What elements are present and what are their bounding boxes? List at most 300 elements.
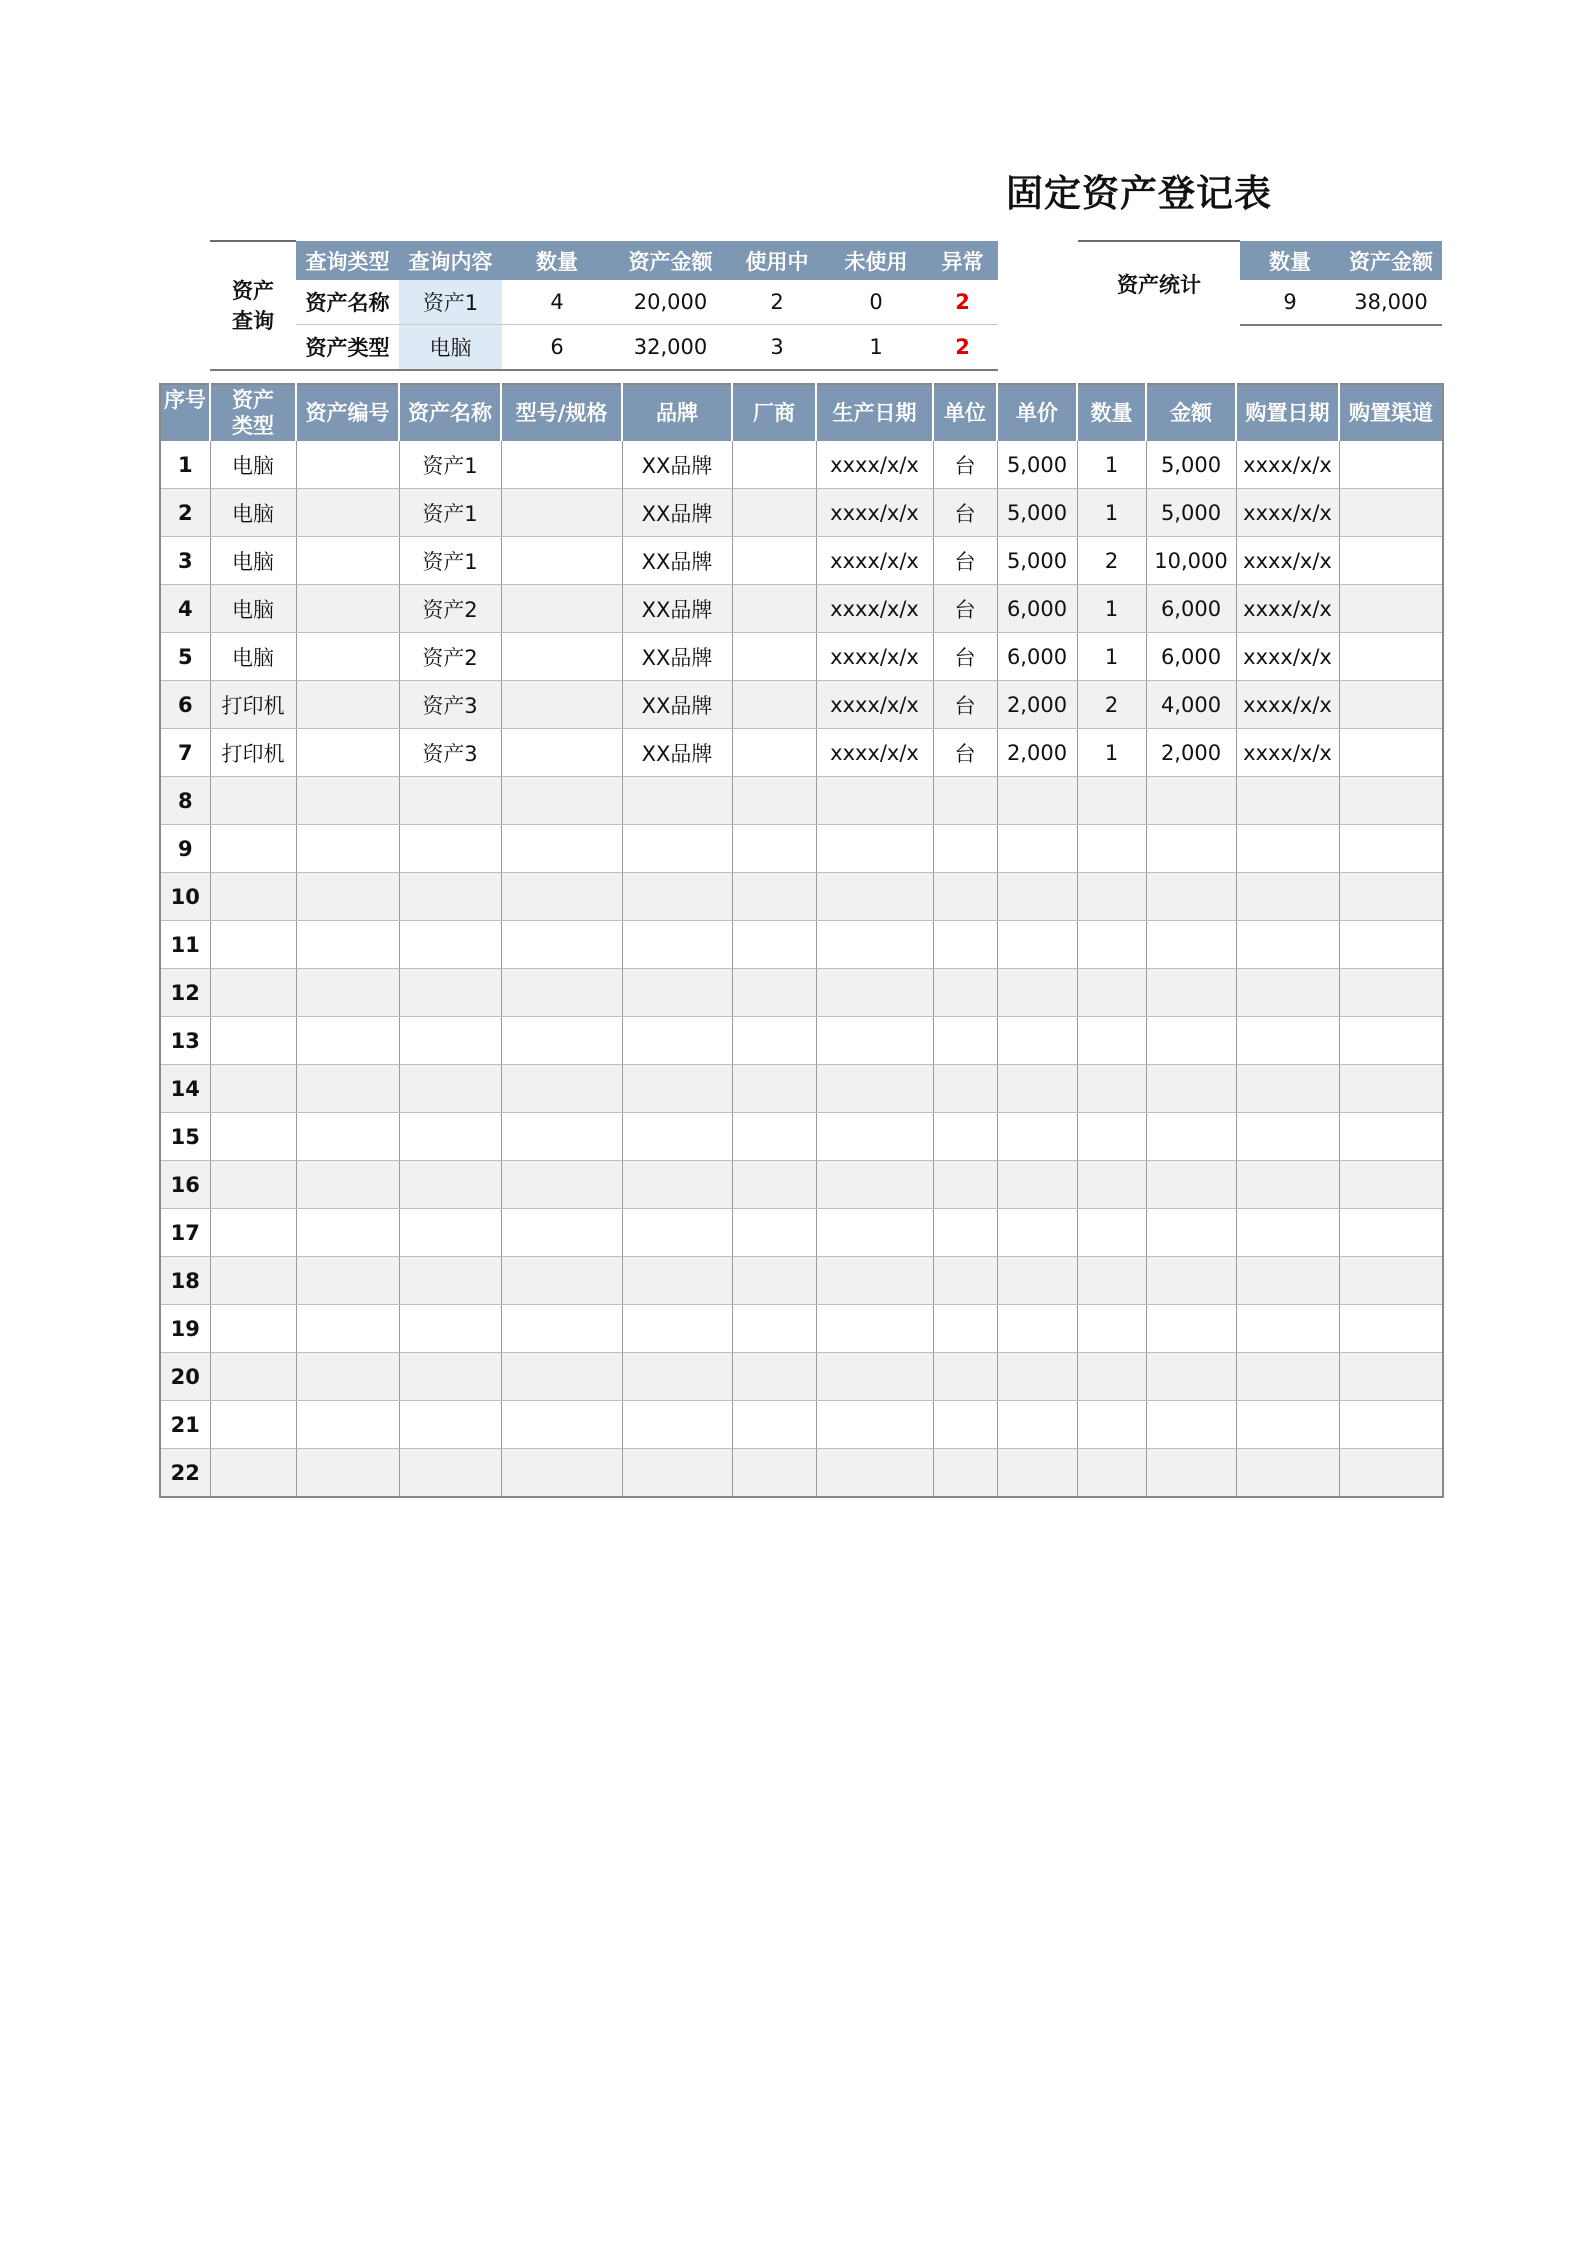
cell-asset-id[interactable] <box>296 825 399 873</box>
cell-unit-price[interactable]: 2,000 <box>997 681 1077 729</box>
cell-production-date[interactable]: xxxx/x/x <box>816 681 933 729</box>
cell-amount[interactable] <box>1146 921 1236 969</box>
cell-asset-id[interactable] <box>296 1353 399 1401</box>
cell-production-date[interactable] <box>816 777 933 825</box>
cell-manufacturer[interactable] <box>732 1065 816 1113</box>
cell-asset-id[interactable] <box>296 1209 399 1257</box>
cell-brand[interactable] <box>622 1161 732 1209</box>
cell-unit[interactable] <box>933 969 997 1017</box>
cell-unit[interactable]: 台 <box>933 441 997 489</box>
cell-amount[interactable]: 5,000 <box>1146 441 1236 489</box>
cell-quantity[interactable] <box>1077 777 1146 825</box>
cell-purchase-date[interactable] <box>1236 1353 1339 1401</box>
cell-model[interactable] <box>501 1257 622 1305</box>
cell-model[interactable] <box>501 873 622 921</box>
cell-purchase-date[interactable] <box>1236 873 1339 921</box>
cell-unit-price[interactable] <box>997 1257 1077 1305</box>
cell-brand[interactable] <box>622 1017 732 1065</box>
cell-amount[interactable]: 4,000 <box>1146 681 1236 729</box>
cell-production-date[interactable] <box>816 1017 933 1065</box>
cell-quantity[interactable] <box>1077 1305 1146 1353</box>
cell-index[interactable]: 22 <box>160 1449 210 1498</box>
cell-asset-type[interactable] <box>210 1257 296 1305</box>
cell-manufacturer[interactable] <box>732 1449 816 1498</box>
cell-unit[interactable]: 台 <box>933 729 997 777</box>
cell-model[interactable] <box>501 489 622 537</box>
cell-purchase-date[interactable] <box>1236 969 1339 1017</box>
cell-purchase-channel[interactable] <box>1339 1017 1443 1065</box>
cell-model[interactable] <box>501 1017 622 1065</box>
cell-asset-id[interactable] <box>296 489 399 537</box>
cell-unit-price[interactable]: 2,000 <box>997 729 1077 777</box>
cell-purchase-date[interactable] <box>1236 1401 1339 1449</box>
cell-unit[interactable] <box>933 1065 997 1113</box>
cell-asset-name[interactable] <box>399 825 501 873</box>
cell-unit-price[interactable] <box>997 921 1077 969</box>
cell-manufacturer[interactable] <box>732 1353 816 1401</box>
cell-brand[interactable] <box>622 921 732 969</box>
cell-model[interactable] <box>501 921 622 969</box>
cell-index[interactable]: 7 <box>160 729 210 777</box>
cell-manufacturer[interactable] <box>732 1017 816 1065</box>
cell-production-date[interactable]: xxxx/x/x <box>816 633 933 681</box>
cell-unit-price[interactable] <box>997 969 1077 1017</box>
cell-quantity[interactable] <box>1077 921 1146 969</box>
query-content-input[interactable]: 资产1 <box>399 280 502 325</box>
cell-asset-type[interactable]: 打印机 <box>210 681 296 729</box>
cell-amount[interactable] <box>1146 1257 1236 1305</box>
cell-unit[interactable] <box>933 873 997 921</box>
cell-amount[interactable]: 6,000 <box>1146 585 1236 633</box>
cell-unit-price[interactable] <box>997 777 1077 825</box>
cell-asset-type[interactable] <box>210 1065 296 1113</box>
cell-unit-price[interactable] <box>997 1017 1077 1065</box>
cell-quantity[interactable] <box>1077 1113 1146 1161</box>
cell-brand[interactable] <box>622 873 732 921</box>
cell-model[interactable] <box>501 585 622 633</box>
cell-unit-price[interactable] <box>997 1353 1077 1401</box>
cell-model[interactable] <box>501 777 622 825</box>
cell-unit[interactable] <box>933 1113 997 1161</box>
cell-index[interactable]: 5 <box>160 633 210 681</box>
cell-index[interactable]: 20 <box>160 1353 210 1401</box>
cell-asset-type[interactable] <box>210 1401 296 1449</box>
cell-amount[interactable]: 5,000 <box>1146 489 1236 537</box>
cell-model[interactable] <box>501 1401 622 1449</box>
cell-index[interactable]: 18 <box>160 1257 210 1305</box>
cell-manufacturer[interactable] <box>732 1209 816 1257</box>
cell-quantity[interactable]: 1 <box>1077 729 1146 777</box>
cell-model[interactable] <box>501 729 622 777</box>
cell-unit-price[interactable] <box>997 873 1077 921</box>
cell-brand[interactable]: XX品牌 <box>622 537 732 585</box>
cell-purchase-date[interactable] <box>1236 777 1339 825</box>
cell-manufacturer[interactable] <box>732 537 816 585</box>
cell-asset-type[interactable]: 打印机 <box>210 729 296 777</box>
cell-asset-type[interactable] <box>210 1113 296 1161</box>
cell-index[interactable]: 14 <box>160 1065 210 1113</box>
cell-asset-id[interactable] <box>296 537 399 585</box>
cell-asset-id[interactable] <box>296 1449 399 1498</box>
cell-purchase-channel[interactable] <box>1339 1449 1443 1498</box>
cell-manufacturer[interactable] <box>732 681 816 729</box>
cell-purchase-channel[interactable] <box>1339 489 1443 537</box>
cell-asset-name[interactable] <box>399 1401 501 1449</box>
cell-index[interactable]: 4 <box>160 585 210 633</box>
cell-quantity[interactable]: 2 <box>1077 537 1146 585</box>
cell-asset-name[interactable] <box>399 1305 501 1353</box>
cell-production-date[interactable] <box>816 825 933 873</box>
cell-amount[interactable]: 10,000 <box>1146 537 1236 585</box>
cell-asset-name[interactable] <box>399 1209 501 1257</box>
cell-unit-price[interactable] <box>997 1305 1077 1353</box>
cell-purchase-date[interactable]: xxxx/x/x <box>1236 681 1339 729</box>
cell-unit-price[interactable] <box>997 1161 1077 1209</box>
cell-purchase-channel[interactable] <box>1339 825 1443 873</box>
cell-unit[interactable]: 台 <box>933 537 997 585</box>
cell-asset-name[interactable] <box>399 777 501 825</box>
cell-quantity[interactable] <box>1077 873 1146 921</box>
cell-asset-name[interactable] <box>399 1449 501 1498</box>
cell-purchase-channel[interactable] <box>1339 585 1443 633</box>
cell-production-date[interactable] <box>816 1065 933 1113</box>
cell-asset-name[interactable]: 资产1 <box>399 489 501 537</box>
cell-model[interactable] <box>501 681 622 729</box>
cell-asset-id[interactable] <box>296 1065 399 1113</box>
cell-unit[interactable] <box>933 1161 997 1209</box>
cell-quantity[interactable] <box>1077 1209 1146 1257</box>
cell-index[interactable]: 1 <box>160 441 210 489</box>
cell-unit-price[interactable]: 5,000 <box>997 441 1077 489</box>
cell-purchase-channel[interactable] <box>1339 873 1443 921</box>
cell-quantity[interactable]: 1 <box>1077 585 1146 633</box>
cell-asset-name[interactable] <box>399 873 501 921</box>
cell-asset-type[interactable]: 电脑 <box>210 489 296 537</box>
cell-asset-name[interactable] <box>399 1113 501 1161</box>
cell-purchase-channel[interactable] <box>1339 1257 1443 1305</box>
cell-amount[interactable] <box>1146 1353 1236 1401</box>
cell-asset-id[interactable] <box>296 1305 399 1353</box>
cell-brand[interactable]: XX品牌 <box>622 729 732 777</box>
cell-asset-type[interactable] <box>210 969 296 1017</box>
cell-unit-price[interactable] <box>997 1065 1077 1113</box>
cell-asset-name[interactable] <box>399 1161 501 1209</box>
cell-unit-price[interactable] <box>997 825 1077 873</box>
cell-amount[interactable] <box>1146 1401 1236 1449</box>
cell-purchase-channel[interactable] <box>1339 1401 1443 1449</box>
cell-asset-id[interactable] <box>296 1401 399 1449</box>
cell-index[interactable]: 11 <box>160 921 210 969</box>
cell-brand[interactable]: XX品牌 <box>622 441 732 489</box>
cell-index[interactable]: 17 <box>160 1209 210 1257</box>
cell-asset-id[interactable] <box>296 1257 399 1305</box>
cell-unit[interactable] <box>933 1449 997 1498</box>
cell-asset-id[interactable] <box>296 585 399 633</box>
cell-purchase-date[interactable] <box>1236 1209 1339 1257</box>
cell-production-date[interactable]: xxxx/x/x <box>816 729 933 777</box>
cell-quantity[interactable]: 1 <box>1077 441 1146 489</box>
cell-unit[interactable]: 台 <box>933 489 997 537</box>
cell-asset-name[interactable] <box>399 1353 501 1401</box>
cell-asset-id[interactable] <box>296 1113 399 1161</box>
cell-purchase-channel[interactable] <box>1339 1305 1443 1353</box>
cell-unit[interactable]: 台 <box>933 633 997 681</box>
cell-quantity[interactable]: 2 <box>1077 681 1146 729</box>
cell-amount[interactable] <box>1146 1065 1236 1113</box>
cell-asset-type[interactable] <box>210 1449 296 1498</box>
cell-asset-type[interactable]: 电脑 <box>210 441 296 489</box>
cell-manufacturer[interactable] <box>732 729 816 777</box>
cell-purchase-date[interactable] <box>1236 1305 1339 1353</box>
cell-manufacturer[interactable] <box>732 1305 816 1353</box>
cell-asset-type[interactable] <box>210 1353 296 1401</box>
cell-amount[interactable] <box>1146 1161 1236 1209</box>
cell-purchase-date[interactable]: xxxx/x/x <box>1236 729 1339 777</box>
cell-model[interactable] <box>501 1305 622 1353</box>
cell-model[interactable] <box>501 1161 622 1209</box>
cell-manufacturer[interactable] <box>732 1401 816 1449</box>
cell-brand[interactable] <box>622 1305 732 1353</box>
cell-quantity[interactable] <box>1077 1401 1146 1449</box>
cell-purchase-channel[interactable] <box>1339 1161 1443 1209</box>
cell-index[interactable]: 2 <box>160 489 210 537</box>
cell-manufacturer[interactable] <box>732 921 816 969</box>
cell-manufacturer[interactable] <box>732 969 816 1017</box>
cell-index[interactable]: 13 <box>160 1017 210 1065</box>
cell-unit-price[interactable] <box>997 1449 1077 1498</box>
cell-quantity[interactable] <box>1077 825 1146 873</box>
cell-purchase-date[interactable] <box>1236 1449 1339 1498</box>
cell-index[interactable]: 12 <box>160 969 210 1017</box>
cell-purchase-date[interactable] <box>1236 1065 1339 1113</box>
cell-purchase-channel[interactable] <box>1339 681 1443 729</box>
cell-unit-price[interactable]: 5,000 <box>997 489 1077 537</box>
cell-brand[interactable] <box>622 1257 732 1305</box>
cell-production-date[interactable]: xxxx/x/x <box>816 441 933 489</box>
cell-production-date[interactable] <box>816 1449 933 1498</box>
cell-brand[interactable] <box>622 969 732 1017</box>
cell-purchase-channel[interactable] <box>1339 633 1443 681</box>
cell-purchase-channel[interactable] <box>1339 729 1443 777</box>
cell-index[interactable]: 16 <box>160 1161 210 1209</box>
cell-purchase-channel[interactable] <box>1339 921 1443 969</box>
cell-model[interactable] <box>501 969 622 1017</box>
cell-purchase-channel[interactable] <box>1339 1065 1443 1113</box>
cell-asset-name[interactable] <box>399 921 501 969</box>
cell-asset-name[interactable]: 资产3 <box>399 729 501 777</box>
cell-purchase-date[interactable]: xxxx/x/x <box>1236 537 1339 585</box>
cell-asset-type[interactable]: 电脑 <box>210 633 296 681</box>
cell-production-date[interactable]: xxxx/x/x <box>816 537 933 585</box>
cell-quantity[interactable] <box>1077 1161 1146 1209</box>
cell-purchase-channel[interactable] <box>1339 1209 1443 1257</box>
cell-purchase-channel[interactable] <box>1339 537 1443 585</box>
cell-production-date[interactable] <box>816 921 933 969</box>
cell-brand[interactable] <box>622 1353 732 1401</box>
cell-asset-type[interactable] <box>210 777 296 825</box>
cell-unit[interactable] <box>933 1209 997 1257</box>
cell-production-date[interactable] <box>816 1113 933 1161</box>
cell-purchase-channel[interactable] <box>1339 441 1443 489</box>
cell-amount[interactable] <box>1146 873 1236 921</box>
cell-production-date[interactable] <box>816 873 933 921</box>
cell-index[interactable]: 15 <box>160 1113 210 1161</box>
cell-quantity[interactable] <box>1077 1257 1146 1305</box>
cell-unit[interactable] <box>933 777 997 825</box>
cell-asset-type[interactable] <box>210 1305 296 1353</box>
cell-amount[interactable] <box>1146 825 1236 873</box>
cell-manufacturer[interactable] <box>732 777 816 825</box>
cell-index[interactable]: 19 <box>160 1305 210 1353</box>
cell-asset-name[interactable]: 资产2 <box>399 585 501 633</box>
cell-quantity[interactable] <box>1077 1065 1146 1113</box>
cell-asset-id[interactable] <box>296 441 399 489</box>
cell-unit-price[interactable] <box>997 1209 1077 1257</box>
cell-unit[interactable] <box>933 921 997 969</box>
cell-production-date[interactable] <box>816 1401 933 1449</box>
cell-index[interactable]: 9 <box>160 825 210 873</box>
cell-unit-price[interactable] <box>997 1401 1077 1449</box>
cell-purchase-channel[interactable] <box>1339 777 1443 825</box>
cell-purchase-date[interactable]: xxxx/x/x <box>1236 441 1339 489</box>
cell-production-date[interactable] <box>816 1209 933 1257</box>
cell-brand[interactable]: XX品牌 <box>622 633 732 681</box>
cell-quantity[interactable] <box>1077 1017 1146 1065</box>
cell-production-date[interactable] <box>816 1353 933 1401</box>
cell-asset-name[interactable]: 资产3 <box>399 681 501 729</box>
cell-amount[interactable] <box>1146 1449 1236 1498</box>
cell-brand[interactable] <box>622 1113 732 1161</box>
cell-production-date[interactable] <box>816 1305 933 1353</box>
cell-amount[interactable] <box>1146 1305 1236 1353</box>
cell-unit[interactable] <box>933 825 997 873</box>
cell-quantity[interactable]: 1 <box>1077 633 1146 681</box>
cell-model[interactable] <box>501 1065 622 1113</box>
cell-amount[interactable]: 2,000 <box>1146 729 1236 777</box>
cell-purchase-date[interactable] <box>1236 1017 1339 1065</box>
cell-unit[interactable]: 台 <box>933 585 997 633</box>
cell-model[interactable] <box>501 537 622 585</box>
cell-unit[interactable] <box>933 1305 997 1353</box>
cell-unit[interactable]: 台 <box>933 681 997 729</box>
cell-brand[interactable] <box>622 1401 732 1449</box>
cell-asset-name[interactable]: 资产1 <box>399 441 501 489</box>
cell-manufacturer[interactable] <box>732 489 816 537</box>
cell-model[interactable] <box>501 1113 622 1161</box>
cell-quantity[interactable] <box>1077 1353 1146 1401</box>
cell-asset-id[interactable] <box>296 1017 399 1065</box>
cell-manufacturer[interactable] <box>732 1257 816 1305</box>
cell-asset-type[interactable]: 电脑 <box>210 537 296 585</box>
cell-model[interactable] <box>501 633 622 681</box>
cell-index[interactable]: 10 <box>160 873 210 921</box>
cell-purchase-date[interactable] <box>1236 825 1339 873</box>
cell-index[interactable]: 6 <box>160 681 210 729</box>
cell-purchase-channel[interactable] <box>1339 1113 1443 1161</box>
cell-asset-id[interactable] <box>296 729 399 777</box>
cell-purchase-date[interactable]: xxxx/x/x <box>1236 489 1339 537</box>
cell-brand[interactable] <box>622 1209 732 1257</box>
cell-unit-price[interactable] <box>997 1113 1077 1161</box>
cell-asset-type[interactable] <box>210 873 296 921</box>
cell-purchase-date[interactable] <box>1236 1257 1339 1305</box>
cell-brand[interactable] <box>622 1449 732 1498</box>
cell-index[interactable]: 21 <box>160 1401 210 1449</box>
cell-brand[interactable] <box>622 1065 732 1113</box>
cell-amount[interactable]: 6,000 <box>1146 633 1236 681</box>
cell-production-date[interactable] <box>816 1161 933 1209</box>
cell-asset-type[interactable] <box>210 1017 296 1065</box>
cell-asset-id[interactable] <box>296 921 399 969</box>
cell-asset-type[interactable] <box>210 825 296 873</box>
cell-manufacturer[interactable] <box>732 825 816 873</box>
cell-unit[interactable] <box>933 1401 997 1449</box>
cell-index[interactable]: 8 <box>160 777 210 825</box>
cell-model[interactable] <box>501 441 622 489</box>
cell-asset-id[interactable] <box>296 777 399 825</box>
cell-manufacturer[interactable] <box>732 441 816 489</box>
cell-asset-name[interactable] <box>399 1017 501 1065</box>
cell-purchase-date[interactable]: xxxx/x/x <box>1236 585 1339 633</box>
cell-asset-name[interactable] <box>399 969 501 1017</box>
cell-asset-id[interactable] <box>296 1161 399 1209</box>
cell-brand[interactable]: XX品牌 <box>622 585 732 633</box>
cell-unit-price[interactable]: 5,000 <box>997 537 1077 585</box>
cell-asset-id[interactable] <box>296 873 399 921</box>
cell-amount[interactable] <box>1146 969 1236 1017</box>
cell-purchase-date[interactable]: xxxx/x/x <box>1236 633 1339 681</box>
cell-asset-type[interactable] <box>210 1161 296 1209</box>
cell-asset-type[interactable]: 电脑 <box>210 585 296 633</box>
cell-production-date[interactable]: xxxx/x/x <box>816 585 933 633</box>
cell-model[interactable] <box>501 1353 622 1401</box>
cell-purchase-channel[interactable] <box>1339 1353 1443 1401</box>
cell-amount[interactable] <box>1146 777 1236 825</box>
cell-unit-price[interactable]: 6,000 <box>997 633 1077 681</box>
cell-purchase-date[interactable] <box>1236 1161 1339 1209</box>
cell-unit-price[interactable]: 6,000 <box>997 585 1077 633</box>
cell-asset-name[interactable] <box>399 1257 501 1305</box>
cell-model[interactable] <box>501 1209 622 1257</box>
cell-manufacturer[interactable] <box>732 873 816 921</box>
cell-model[interactable] <box>501 825 622 873</box>
cell-asset-name[interactable]: 资产1 <box>399 537 501 585</box>
cell-model[interactable] <box>501 1449 622 1498</box>
cell-quantity[interactable] <box>1077 1449 1146 1498</box>
cell-purchase-date[interactable] <box>1236 921 1339 969</box>
query-content-input[interactable]: 电脑 <box>399 325 502 371</box>
cell-amount[interactable] <box>1146 1209 1236 1257</box>
cell-manufacturer[interactable] <box>732 1113 816 1161</box>
cell-purchase-date[interactable] <box>1236 1113 1339 1161</box>
cell-brand[interactable]: XX品牌 <box>622 681 732 729</box>
cell-asset-id[interactable] <box>296 969 399 1017</box>
cell-asset-type[interactable] <box>210 921 296 969</box>
cell-asset-name[interactable] <box>399 1065 501 1113</box>
cell-production-date[interactable] <box>816 969 933 1017</box>
cell-purchase-channel[interactable] <box>1339 969 1443 1017</box>
cell-manufacturer[interactable] <box>732 585 816 633</box>
cell-unit[interactable] <box>933 1353 997 1401</box>
cell-production-date[interactable]: xxxx/x/x <box>816 489 933 537</box>
cell-asset-name[interactable]: 资产2 <box>399 633 501 681</box>
cell-manufacturer[interactable] <box>732 1161 816 1209</box>
cell-amount[interactable] <box>1146 1113 1236 1161</box>
cell-quantity[interactable] <box>1077 969 1146 1017</box>
cell-asset-id[interactable] <box>296 633 399 681</box>
cell-brand[interactable] <box>622 777 732 825</box>
cell-manufacturer[interactable] <box>732 633 816 681</box>
